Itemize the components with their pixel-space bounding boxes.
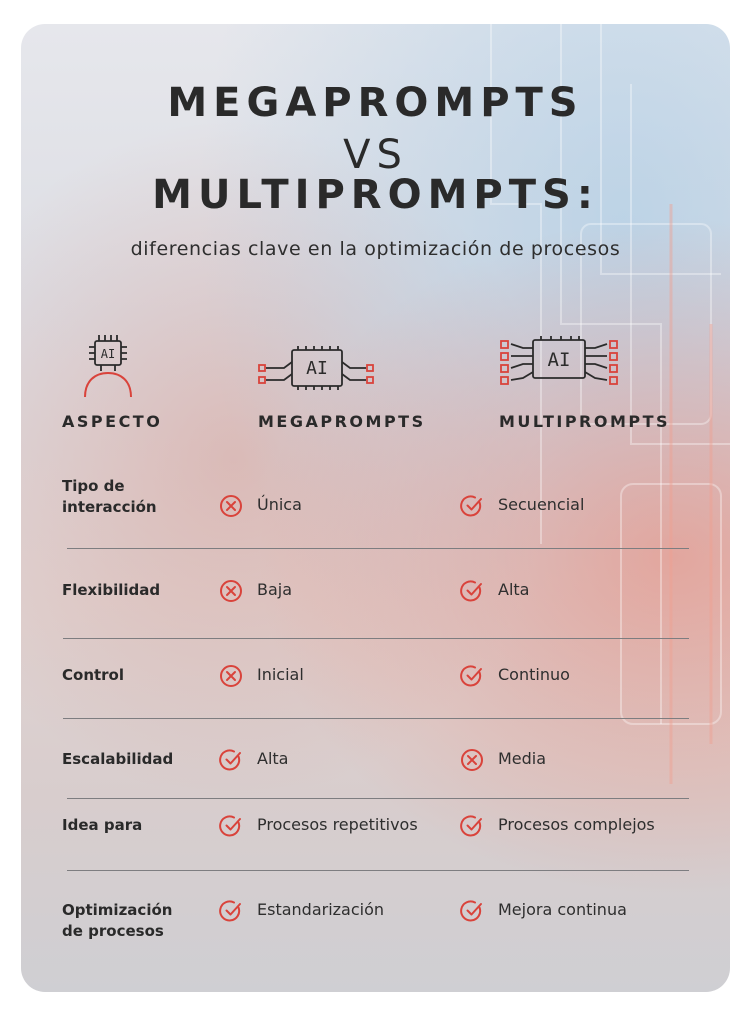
svg-text:AI: AI — [547, 349, 571, 371]
svg-text:AI: AI — [100, 347, 116, 361]
multiprompts-value: Mejora continua — [498, 900, 627, 919]
check-icon — [460, 664, 484, 688]
megaprompts-value: Procesos repetitivos — [257, 815, 418, 834]
check-icon — [460, 494, 484, 518]
megaprompts-value: Baja — [257, 580, 293, 599]
title-line-1: MEGAPROMPTS — [167, 80, 584, 126]
title-line-3: MULTIPROMPTS: — [152, 172, 599, 218]
cross-icon — [219, 579, 243, 603]
ai-chip-icon — [256, 344, 376, 394]
check-icon — [460, 899, 484, 923]
megaprompts-value: Inicial — [257, 665, 304, 684]
row-label: Idea para — [62, 816, 143, 834]
title-line-2: VS — [343, 132, 408, 178]
row-label: Tipo de interacción — [62, 477, 157, 516]
cross-icon — [219, 664, 243, 688]
cross-icon — [219, 494, 243, 518]
check-icon — [460, 814, 484, 838]
svg-text:AI: AI — [306, 358, 328, 379]
cross-icon — [460, 748, 484, 772]
ai-chip-multi-connector-icon — [497, 334, 621, 400]
row-label: Optimización de procesos — [62, 901, 173, 940]
ai-chip-person-icon — [77, 331, 141, 399]
infographic-card — [21, 24, 730, 992]
row-label: Escalabilidad — [62, 750, 174, 768]
check-icon — [219, 814, 243, 838]
check-icon — [460, 579, 484, 603]
multiprompts-value: Procesos complejos — [498, 815, 655, 834]
row-divider — [67, 870, 689, 871]
row-label: Control — [62, 666, 125, 684]
multiprompts-value: Secuencial — [498, 495, 585, 514]
row-divider — [63, 718, 689, 719]
row-divider — [67, 548, 689, 549]
multiprompts-value: Alta — [498, 580, 530, 599]
column-header-multiprompts: MULTIPROMPTS — [499, 412, 671, 431]
row-label: Flexibilidad — [62, 581, 161, 599]
multiprompts-value: Continuo — [498, 665, 570, 684]
row-divider — [63, 638, 689, 639]
column-header-aspect: ASPECTO — [62, 412, 163, 431]
check-icon — [219, 748, 243, 772]
megaprompts-value: Alta — [257, 749, 289, 768]
row-divider — [67, 798, 689, 799]
check-icon — [219, 899, 243, 923]
megaprompts-value: Única — [257, 495, 302, 514]
multiprompts-value: Media — [498, 749, 547, 768]
subtitle: diferencias clave en la optimización de procesos — [130, 238, 621, 260]
megaprompts-value: Estandarización — [257, 900, 385, 919]
column-header-megaprompts: MEGAPROMPTS — [258, 412, 426, 431]
